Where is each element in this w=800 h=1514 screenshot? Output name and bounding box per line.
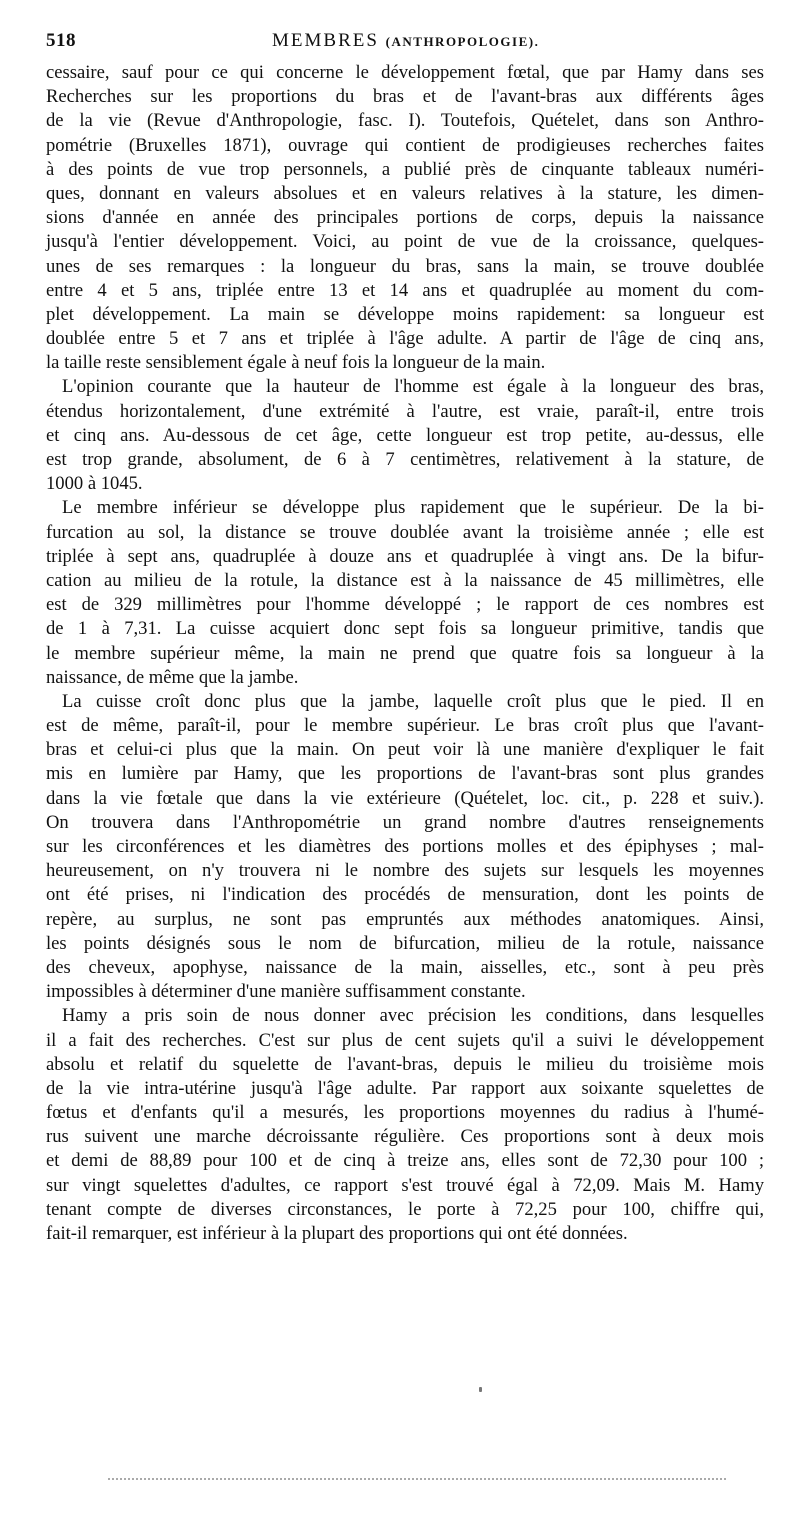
text-line: naissance, de même que la jambe. bbox=[46, 666, 299, 688]
text-line: sur vingt squelettes d'adultes, ce rapport s'est trouvé égal à 72,09. Mais M. Hamy bbox=[46, 1174, 764, 1196]
text-line: impossibles à déterminer d'une manière suffisamment constante. bbox=[46, 981, 526, 1003]
text-line: On trouvera dans l'Anthropométrie un grand nombre d'autres renseignements bbox=[46, 811, 764, 833]
paragraph bbox=[46, 375, 764, 496]
text-line: 1000 à 1045. bbox=[46, 473, 143, 495]
text-line: le membre supérieur même, la main ne prend que quatre fois sa longueur à la bbox=[46, 642, 764, 664]
page-number: 518 bbox=[46, 30, 76, 51]
text-line: est de 329 millimètres pour l'homme développé ; le rapport de ces nombres est bbox=[46, 594, 764, 616]
text-line: L'opinion courante que la hauteur de l'homme est égale à la longueur des bras, bbox=[62, 376, 764, 398]
text-line: sions d'année en année des principales portions de corps, depuis la naissance bbox=[46, 207, 764, 229]
text-line: pométrie (Bruxelles 1871), ouvrage qui contient de prodigieuses recherches faites bbox=[46, 134, 764, 156]
text-line: des cheveux, apophyse, naissance de la main, aisselles, etc., sont à peu près bbox=[46, 956, 764, 978]
text-line: les points désignés sous le nom de bifurcation, milieu de la rotule, naissance bbox=[46, 932, 764, 954]
text-line: ques, donnant en valeurs absolues et en valeurs relatives à la stature, les dimen- bbox=[46, 182, 764, 204]
text-line: absolu et relatif du squelette de l'avant-bras, depuis le milieu du troisième mois bbox=[46, 1053, 764, 1075]
footer-rule bbox=[108, 1478, 726, 1480]
text-line: Recherches sur les proportions du bras et de l'avant-bras aux différents âges bbox=[46, 86, 764, 108]
text-line: entre 4 et 5 ans, triplée entre 13 et 14 ans et quadruplée au moment du com- bbox=[46, 279, 764, 301]
text-line: triplée à sept ans, quadruplée à douze ans et quadruplée à vingt ans. De la bifur- bbox=[46, 545, 764, 567]
text-line: heureusement, on n'y trouvera ni le nombre des sujets sur lesquels les moyennes bbox=[46, 860, 764, 882]
text-line: étendus horizontalement, d'une extrémité à l'autre, est vraie, paraît-il, entre trois bbox=[46, 400, 764, 422]
text-line: jusqu'à l'entier développement. Voici, au point de vue de la croissance, quelques- bbox=[46, 231, 764, 253]
running-head-title: MEMBRES bbox=[272, 30, 379, 51]
text-line: il a fait des recherches. C'est sur plus de cent sujets qu'il a suivi le développement bbox=[46, 1029, 764, 1051]
running-head bbox=[272, 30, 539, 52]
text-line: cessaire, sauf pour ce qui concerne le développement fœtal, que par Hamy dans ses bbox=[46, 62, 764, 83]
page-header bbox=[46, 26, 766, 62]
text-line: plet développement. La main se développe moins rapidement: sa longueur est bbox=[46, 303, 764, 325]
text-line: sur les circonférences et les diamètres des portions molles et des épiphyses ; mal- bbox=[46, 836, 764, 857]
text-line: rus suivent une marche décroissante régulière. Ces proportions sont à deux mois bbox=[46, 1126, 764, 1148]
text-line: fait-il remarquer, est inférieur à la plupart des proportions qui ont été données. bbox=[46, 1223, 628, 1244]
text-line: de la vie (Revue d'Anthropologie, fasc. I). Toutefois, Quételet, dans son Anthro- bbox=[46, 110, 764, 132]
text-line: et cinq ans. Au-dessous de cet âge, cette longueur est trop petite, au-dessus, elle bbox=[46, 424, 764, 446]
text-line: est de même, paraît-il, pour le membre supérieur. Le bras croît plus que l'avant- bbox=[46, 715, 764, 737]
text-line: doublée entre 5 et 7 ans et triplée à l'âge adulte. A partir de l'âge de cinq ans, bbox=[46, 328, 764, 350]
text-line: La cuisse croît donc plus que la jambe, laquelle croît plus que le pied. Il en bbox=[62, 690, 764, 712]
paragraph bbox=[46, 496, 764, 690]
text-line: dans la vie fœtale que dans la vie extérieure (Quételet, loc. cit., p. 228 et suiv.). bbox=[46, 787, 764, 809]
text-line: ont été prises, ni l'indication des procédés de mensuration, dont les points de bbox=[46, 884, 764, 906]
running-head-subtitle: (ANTHROPOLOGIE). bbox=[385, 34, 540, 49]
text-line: de la vie intra-utérine jusqu'à l'âge adulte. Par rapport aux soixante squelettes de bbox=[46, 1077, 764, 1099]
text-line: la taille reste sensiblement égale à neuf fois la longueur de la main. bbox=[46, 352, 546, 374]
text-line: tenant compte de diverses circonstances, le porte à 72,25 pour 100, chiffre qui, bbox=[46, 1198, 764, 1220]
text-line: furcation au sol, la distance se trouve doublée avant la troisième année ; elle est bbox=[46, 521, 764, 543]
text-line: fœtus et d'enfants qu'il a mesurés, les proportions moyennes du radius à l'humé- bbox=[46, 1102, 764, 1124]
text-line: à des points de vue trop personnels, a publié près de cinquante tableaux numéri- bbox=[46, 158, 764, 180]
print-speck bbox=[479, 1387, 482, 1392]
text-line: cation au milieu de la rotule, la distance est à la naissance de 45 millimètres, elle bbox=[46, 569, 764, 591]
text-line: et demi de 88,89 pour 100 et de cinq à treize ans, elles sont de 72,30 pour 100 ; bbox=[46, 1150, 764, 1172]
text-line: Hamy a pris soin de nous donner avec précision les conditions, dans lesquelles bbox=[62, 1005, 764, 1027]
text-line: mis en lumière par Hamy, que les proportions de l'avant-bras sont plus grandes bbox=[46, 763, 764, 785]
text-line: repère, au surplus, ne sont pas empruntés aux méthodes anatomiques. Ainsi, bbox=[46, 908, 764, 930]
paragraph bbox=[46, 690, 764, 1004]
paragraph bbox=[46, 61, 764, 375]
text-line: Le membre inférieur se développe plus rapidement que le supérieur. De la bi- bbox=[62, 497, 764, 519]
paragraph bbox=[46, 1004, 764, 1246]
text-line: est trop grande, absolument, de 6 à 7 centimètres, relativement à la stature, de bbox=[46, 449, 764, 470]
text-line: bras et celui-ci plus que la main. On peut voir là une manière d'expliquer le fait bbox=[46, 739, 764, 761]
text-line: de 1 à 7,31. La cuisse acquiert donc sept fois sa longueur primitive, tandis que bbox=[46, 618, 764, 640]
body-text bbox=[46, 61, 764, 1246]
text-line: unes de ses remarques : la longueur du bras, sans la main, se trouve doublée bbox=[46, 255, 764, 277]
